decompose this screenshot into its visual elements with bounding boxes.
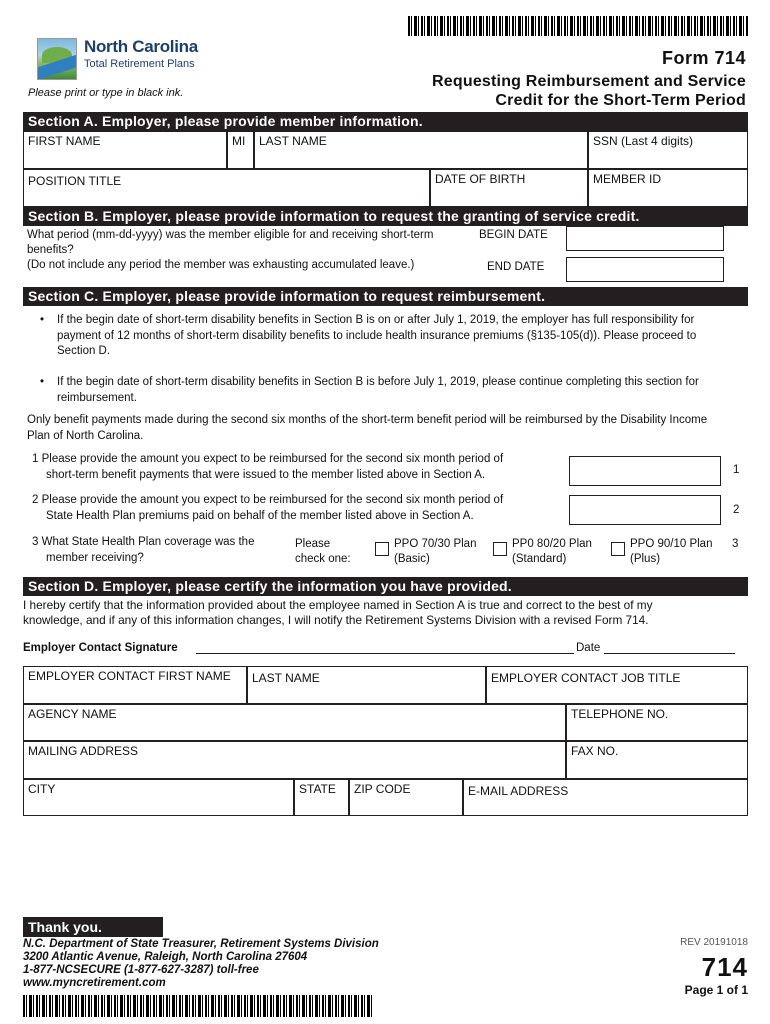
check-one-label: check one:: [295, 553, 351, 565]
ppo-80-20-checkbox[interactable]: [493, 542, 507, 556]
bullet-1-line2: payment of 12 months of short-term disability benefits to include health insurance premiums (§135-105(d)). Please proceed to: [57, 329, 697, 342]
ssn-field[interactable]: [588, 131, 748, 169]
form-title: [432, 72, 746, 110]
question-3: [32, 535, 254, 566]
contact-first-name-field[interactable]: [23, 666, 247, 704]
zip-code-label: ZIP CODE: [354, 782, 411, 796]
logo-title: North Carolina: [84, 37, 198, 56]
reimbursement-note: [27, 413, 749, 444]
telephone-label: TELEPHONE NO.: [571, 707, 669, 721]
last-name-label: LAST NAME: [259, 134, 327, 148]
ppo-90-10-sub: (Plus): [630, 553, 661, 565]
q1-line2: short-term benefit payments that were issued to the member listed above in Section A.: [46, 468, 486, 481]
form-number-large: 714: [701, 952, 748, 982]
state-label: STATE: [299, 782, 336, 796]
print-note: Please print or type in black ink.: [28, 87, 184, 99]
bullet-dot-1: •: [40, 314, 45, 326]
date-label: Date: [576, 642, 601, 654]
ssn-label: SSN (Last 4 digits): [593, 134, 694, 148]
q2-amount-input[interactable]: [569, 495, 721, 525]
question-2: [32, 493, 503, 524]
contact-first-name-label: EMPLOYER CONTACT FIRST NAME: [28, 669, 231, 683]
logo-subtitle: Total Retirement Plans: [84, 58, 195, 70]
email-field[interactable]: [463, 779, 748, 816]
bullet-2-line2: reimbursement.: [57, 391, 137, 404]
dob-field[interactable]: [430, 169, 588, 207]
mailing-address-label: MAILING ADDRESS: [28, 744, 139, 758]
ppo-80-20-sub: (Standard): [512, 553, 567, 565]
please-check-one: [295, 537, 351, 567]
q3-number: 3: [732, 538, 739, 550]
form-title-line2: Credit for the Short-Term Period: [495, 92, 746, 109]
bottom-barcode: [23, 995, 373, 1017]
ppo-70-30-sub: (Basic): [394, 553, 430, 565]
q3-line1: 3 What State Health Plan coverage was the: [32, 536, 255, 548]
q1-amount-input[interactable]: [569, 456, 721, 486]
q1-number: 1: [733, 464, 740, 476]
last-name-field[interactable]: [254, 131, 588, 169]
fax-field[interactable]: [566, 741, 748, 779]
ppo-90-10-option: [630, 537, 712, 567]
agency-name-field[interactable]: [23, 704, 566, 741]
end-date-input[interactable]: [566, 257, 724, 282]
mi-field[interactable]: [227, 131, 254, 169]
footer-line1: N.C. Department of State Treasurer, Retirement Systems Division: [23, 938, 379, 950]
revision-label: REV 20191018: [680, 937, 748, 948]
please-label: Please: [295, 538, 331, 550]
q2-line2: State Health Plan premiums paid on behalf of the member listed above in Section A.: [46, 509, 474, 522]
note-line1: Only benefit payments made during the second six months of the short-term benefit period will be reimbursed by the Disability Income: [27, 414, 708, 426]
job-title-label: EMPLOYER CONTACT JOB TITLE: [491, 671, 681, 685]
section-b-q-line1: What period (mm-dd-yyyy) was the member eligible for and receiving short-term: [27, 229, 434, 241]
bullet-1-line1: If the begin date of short-term disability benefits in Section B is on or after July 1, 2019, the employer has full responsibility for: [57, 314, 695, 326]
signature-label: Employer Contact Signature: [23, 642, 178, 654]
section-b-question: [27, 228, 433, 273]
footer-line2: 3200 Atlantic Avenue, Raleigh, North Carolina 27604: [23, 951, 308, 963]
thank-you-banner: Thank you.: [23, 917, 163, 937]
section-b-q-line2: benefits?: [27, 244, 74, 256]
question-1: [32, 452, 503, 483]
zip-code-field[interactable]: [349, 779, 463, 816]
bullet-2: [57, 375, 749, 406]
q2-number: 2: [733, 504, 740, 516]
bullet-1-line3: Section D.: [57, 345, 111, 357]
bullet-2-line1: If the begin date of short-term disability benefits in Section B is before July 1, 2019, please continue completing this section for: [57, 376, 699, 388]
city-field[interactable]: [23, 779, 294, 816]
ppo-70-30-label: PPO 70/30 Plan: [394, 538, 477, 550]
top-barcode: [408, 16, 748, 36]
form-title-line1: Requesting Reimbursement and Service: [432, 73, 746, 90]
mailing-address-field[interactable]: [23, 741, 566, 779]
ppo-80-20-label: PP0 80/20 Plan: [512, 538, 592, 550]
first-name-field[interactable]: [23, 131, 227, 169]
section-b-header: Section B. Employer, please provide information to request the granting of service credit.: [23, 207, 748, 226]
fax-label: FAX NO.: [571, 744, 619, 758]
section-b-q-line3: (Do not include any period the member was exhausting accumulated leave.): [27, 259, 415, 271]
cert-line2: knowledge, and if any of this information changes, I will notify the Retirement Systems Division with a revised Form 714.: [23, 613, 649, 627]
begin-date-input[interactable]: [566, 226, 724, 251]
section-d-header: Section D. Employer, please certify the information you have provided.: [23, 577, 748, 596]
ppo-80-20-option: [512, 537, 592, 567]
nc-logo-icon: [37, 38, 77, 80]
member-id-label: MEMBER ID: [593, 172, 662, 186]
end-date-label: END DATE: [487, 261, 545, 273]
contact-last-name-label: LAST NAME: [252, 671, 320, 685]
certification-text: [23, 598, 749, 628]
note-line2: Plan of North Carolina.: [27, 429, 144, 442]
begin-date-label: BEGIN DATE: [479, 229, 548, 241]
form-number: Form 714: [661, 48, 746, 68]
signature-line[interactable]: [196, 653, 574, 654]
ppo-70-30-option: [394, 537, 476, 567]
dob-label: DATE OF BIRTH: [435, 172, 526, 186]
city-label: CITY: [28, 782, 56, 796]
email-label: E-MAIL ADDRESS: [468, 784, 569, 798]
contact-last-name-field[interactable]: [247, 666, 486, 704]
ppo-70-30-checkbox[interactable]: [375, 542, 389, 556]
section-a-header: Section A. Employer, please provide member information.: [23, 112, 748, 131]
ppo-90-10-label: PPO 90/10 Plan: [630, 538, 713, 550]
date-line[interactable]: [604, 653, 735, 654]
q2-line1: 2 Please provide the amount you expect to be reimbursed for the second six month period of: [32, 494, 504, 506]
position-title-field[interactable]: [23, 169, 430, 207]
page-number: Page 1 of 1: [684, 983, 748, 997]
q1-line1: 1 Please provide the amount you expect to be reimbursed for the second six month period of: [32, 453, 504, 465]
bullet-1: [57, 313, 749, 360]
section-c-header: Section C. Employer, please provide information to request reimbursement.: [23, 287, 748, 306]
cert-line1: I hereby certify that the information provided about the employee named in Section A is true and correct to the best of my: [23, 598, 653, 612]
footer-address: [23, 938, 379, 990]
member-id-field[interactable]: [588, 169, 748, 207]
bullet-dot-2: •: [40, 376, 45, 388]
state-field[interactable]: [294, 779, 349, 816]
footer-line3: 1-877-NCSECURE (1-877-627-3287) toll-free: [23, 964, 259, 976]
first-name-label: FIRST NAME: [28, 134, 101, 148]
position-title-label: POSITION TITLE: [28, 174, 122, 188]
q3-line2: member receiving?: [46, 551, 144, 564]
mi-label: MI: [232, 134, 246, 148]
telephone-field[interactable]: [566, 704, 748, 741]
footer-website: www.myncretirement.com: [23, 977, 166, 989]
ppo-90-10-checkbox[interactable]: [611, 542, 625, 556]
agency-name-label: AGENCY NAME: [28, 707, 117, 721]
job-title-field[interactable]: [486, 666, 748, 704]
